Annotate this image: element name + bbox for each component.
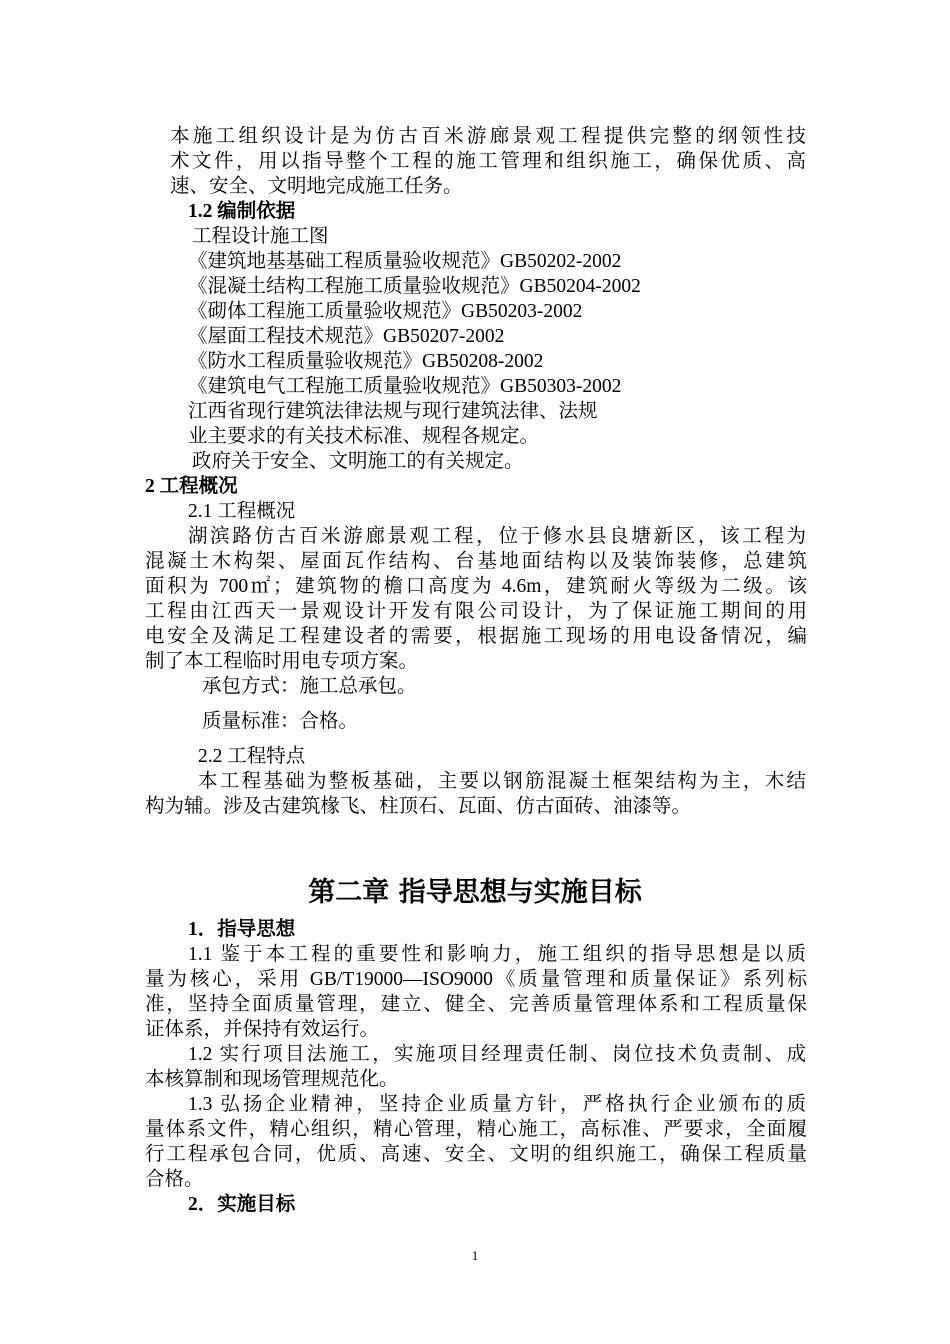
- basis-item: 《建筑电气工程施工质量验收规范》GB50303-2002: [188, 376, 622, 397]
- overview-heading: 2 工程概况: [145, 476, 238, 497]
- overview-line: 面积为 700㎡；建筑物的檐口高度为 4.6m，建筑耐火等级为二级。该: [145, 576, 807, 597]
- overview-line: 制了本工程临时用电专项方案。: [145, 651, 419, 672]
- chapter-title: 第二章 指导思想与实施目标: [308, 877, 642, 908]
- overview-subheading: 2.1 工程概况: [188, 501, 296, 522]
- overview-line: 电安全及满足工程建设者的需要，根据施工现场的用电设备情况，编: [145, 626, 807, 647]
- basis-item: 《砌体工程施工质量验收规范》GB50203-2002: [188, 301, 583, 322]
- contract-mode: 承包方式：施工总承包。: [202, 676, 417, 697]
- basis-item: 《防水工程质量验收规范》GB50208-2002: [188, 351, 544, 372]
- basis-item: 工程设计施工图: [192, 226, 329, 247]
- paragraph-line: 1.2 实行项目法施工，实施项目经理责任制、岗位技术负责制、成: [188, 1044, 806, 1065]
- quality-standard: 质量标准：合格。: [202, 711, 359, 732]
- basis-item: 政府关于安全、文明施工的有关规定。: [192, 451, 524, 472]
- paragraph-line: 1.1 鉴于本工程的重要性和影响力，施工组织的指导思想是以质: [188, 944, 806, 965]
- basis-item: 《混凝土结构工程施工质量验收规范》GB50204-2002: [188, 276, 641, 297]
- section-heading: 1．指导思想: [188, 919, 296, 940]
- paragraph-line: 合格。: [145, 1169, 204, 1190]
- features-subheading: 2.2 工程特点: [198, 746, 306, 767]
- basis-item: 江西省现行建筑法律法规与现行建筑法律、法规: [188, 401, 598, 422]
- section-heading: 2．实施目标: [188, 1194, 296, 1215]
- intro-line: 术文件，用以指导整个工程的施工管理和组织施工，确保优质、高: [170, 151, 806, 172]
- paragraph-line: 本核算制和现场管理规范化。: [145, 1069, 399, 1090]
- paragraph-line: 1.3 弘扬企业精神，坚持企业质量方针，严格执行企业颁布的质: [188, 1094, 806, 1115]
- basis-item: 业主要求的有关技术标准、规程各规定。: [188, 426, 540, 447]
- intro-line: 本施工组织设计是为仿古百米游廊景观工程提供完整的纲领性技: [170, 126, 806, 147]
- features-line: 本工程基础为整板基础，主要以钢筋混凝土框架结构为主，木结: [198, 771, 806, 792]
- features-line: 构为辅。涉及古建筑椽飞、柱顶石、瓦面、仿古面砖、油漆等。: [145, 796, 692, 817]
- overview-line: 混凝土木构架、屋面瓦作结构、台基地面结构以及装饰装修，总建筑: [145, 551, 807, 572]
- intro-line: 速、安全、文明地完成施工任务。: [170, 176, 463, 197]
- basis-item: 《屋面工程技术规范》GB50207-2002: [188, 326, 505, 347]
- basis-heading: 1.2 编制依据: [188, 201, 296, 222]
- paragraph-line: 行工程承包合同，优质、高速、安全、文明的组织施工，确保工程质量: [145, 1144, 807, 1165]
- overview-line: 工程由江西天一景观设计开发有限公司设计，为了保证施工期间的用: [145, 601, 807, 622]
- paragraph-line: 准，坚持全面质量管理，建立、健全、完善质量管理体系和工程质量保: [145, 994, 807, 1015]
- basis-item: 《建筑地基基础工程质量验收规范》GB50202-2002: [188, 251, 622, 272]
- paragraph-line: 量为核心，采用 GB/T19000—ISO9000《质量管理和质量保证》系列标: [145, 969, 807, 990]
- paragraph-line: 证体系，并保持有效运行。: [145, 1019, 380, 1040]
- paragraph-line: 量体系文件，精心组织，精心管理，精心施工，高标准、严要求，全面履: [145, 1119, 807, 1140]
- page-number: 1: [471, 1248, 479, 1263]
- overview-line: 湖滨路仿古百米游廊景观工程，位于修水县良塘新区，该工程为: [188, 526, 806, 547]
